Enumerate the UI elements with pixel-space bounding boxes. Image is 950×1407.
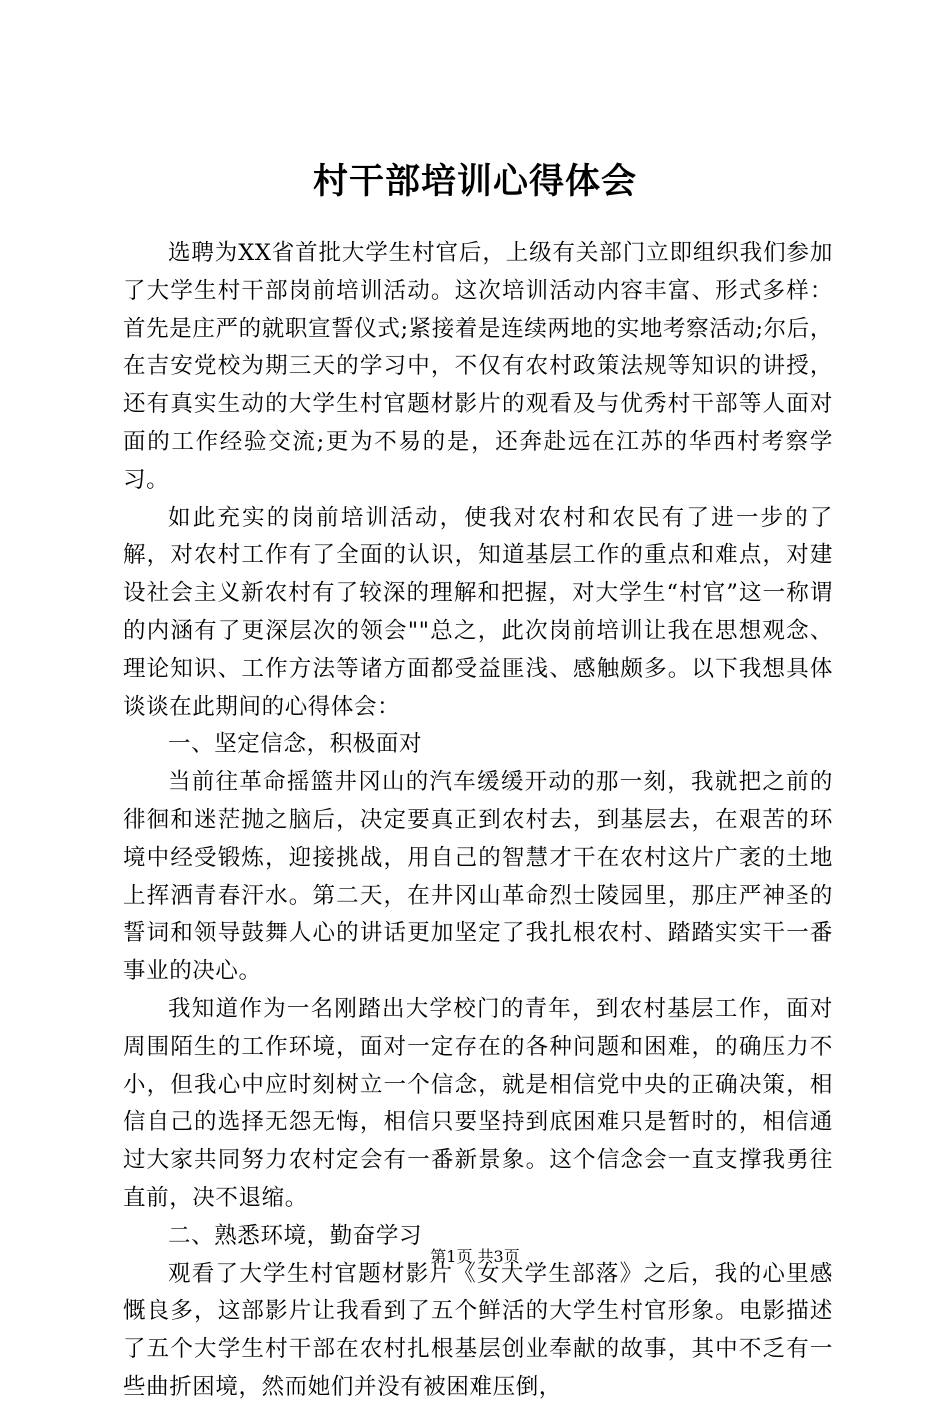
document-body — [123, 235, 833, 1407]
page-number-footer: 第1页 共3页 — [430, 1247, 520, 1266]
paragraph-training-summary: 如此充实的岗前培训活动，使我对农村和农民有了进一步的了解，对农村工作有了全面的认识，知道基层工作的重点和难点，对建设社会主义新农村有了较深的理解和把握，对大学生“村官”这一称谓的内涵有了更深层次的领会""总之，此次岗前培训让我在思想观念、理论知识、工作方法等诸方面都受益匪浅、感触颇多。以下我想具体谈谈在此期间的心得体会： — [123, 504, 833, 720]
paragraph-intro: 选聘为XX省首批大学生村官后，上级有关部门立即组织我们参加了大学生村干部岗前培训活动。这次培训活动内容丰富、形式多样：首先是庄严的就职宣誓仪式;紧接着是连续两地的实地考察活动;尔后，在吉安党校为期三天的学习中，不仅有农村政策法规等知识的讲授，还有真实生动的大学生村官题材影片的观看及与优秀村干部等人面对面的工作经验交流;更为不易的是，还奔赴远在江苏的华西村考察学习。 — [123, 240, 833, 493]
paragraph-section-1a: 当前往革命摇篮井冈山的汽车缓缓开动的那一刻，我就把之前的徘徊和迷茫抛之脑后，决定要真正到农村去，到基层去，在艰苦的环境中经受锻炼，迎接挑战，用自己的智慧才干在农村这片广袤的土地上挥洒青春汗水。第二天，在井冈山革命烈士陵园里，那庄严神圣的誓词和领导鼓舞人心的讲话更加坚定了我扎根农村、踏踏实实干一番事业的决心。 — [123, 769, 833, 985]
paragraph-section-2a: 观看了大学生村官题材影片《女大学生部落》之后，我的心里感慨良多，这部影片让我看到了五个鲜活的大学生村官形象。电影描述了五个大学生村干部在农村扎根基层创业奉献的故事，其中不乏有一些曲折困境，然而她们并没有被困难压倒， — [123, 1260, 833, 1400]
document-title: 村干部培训心得体会 — [312, 161, 637, 202]
paragraph-section-1b: 我知道作为一名刚踏出大学校门的青年，到农村基层工作，面对周围陌生的工作环境，面对一定存在的各种问题和困难，的确压力不小，但我心中应时刻树立一个信念，就是相信党中央的正确决策，相信自己的选择无怨无悔，相信只要坚持到底困难只是暂时的，相信通过大家共同努力农村定会有一番新景象。这个信念会一直支撑我勇往直前，决不退缩。 — [123, 995, 833, 1211]
section-heading-2: 二、熟悉环境，勤奋学习 — [168, 1222, 423, 1249]
section-heading-1: 一、坚定信念，积极面对 — [168, 731, 423, 758]
